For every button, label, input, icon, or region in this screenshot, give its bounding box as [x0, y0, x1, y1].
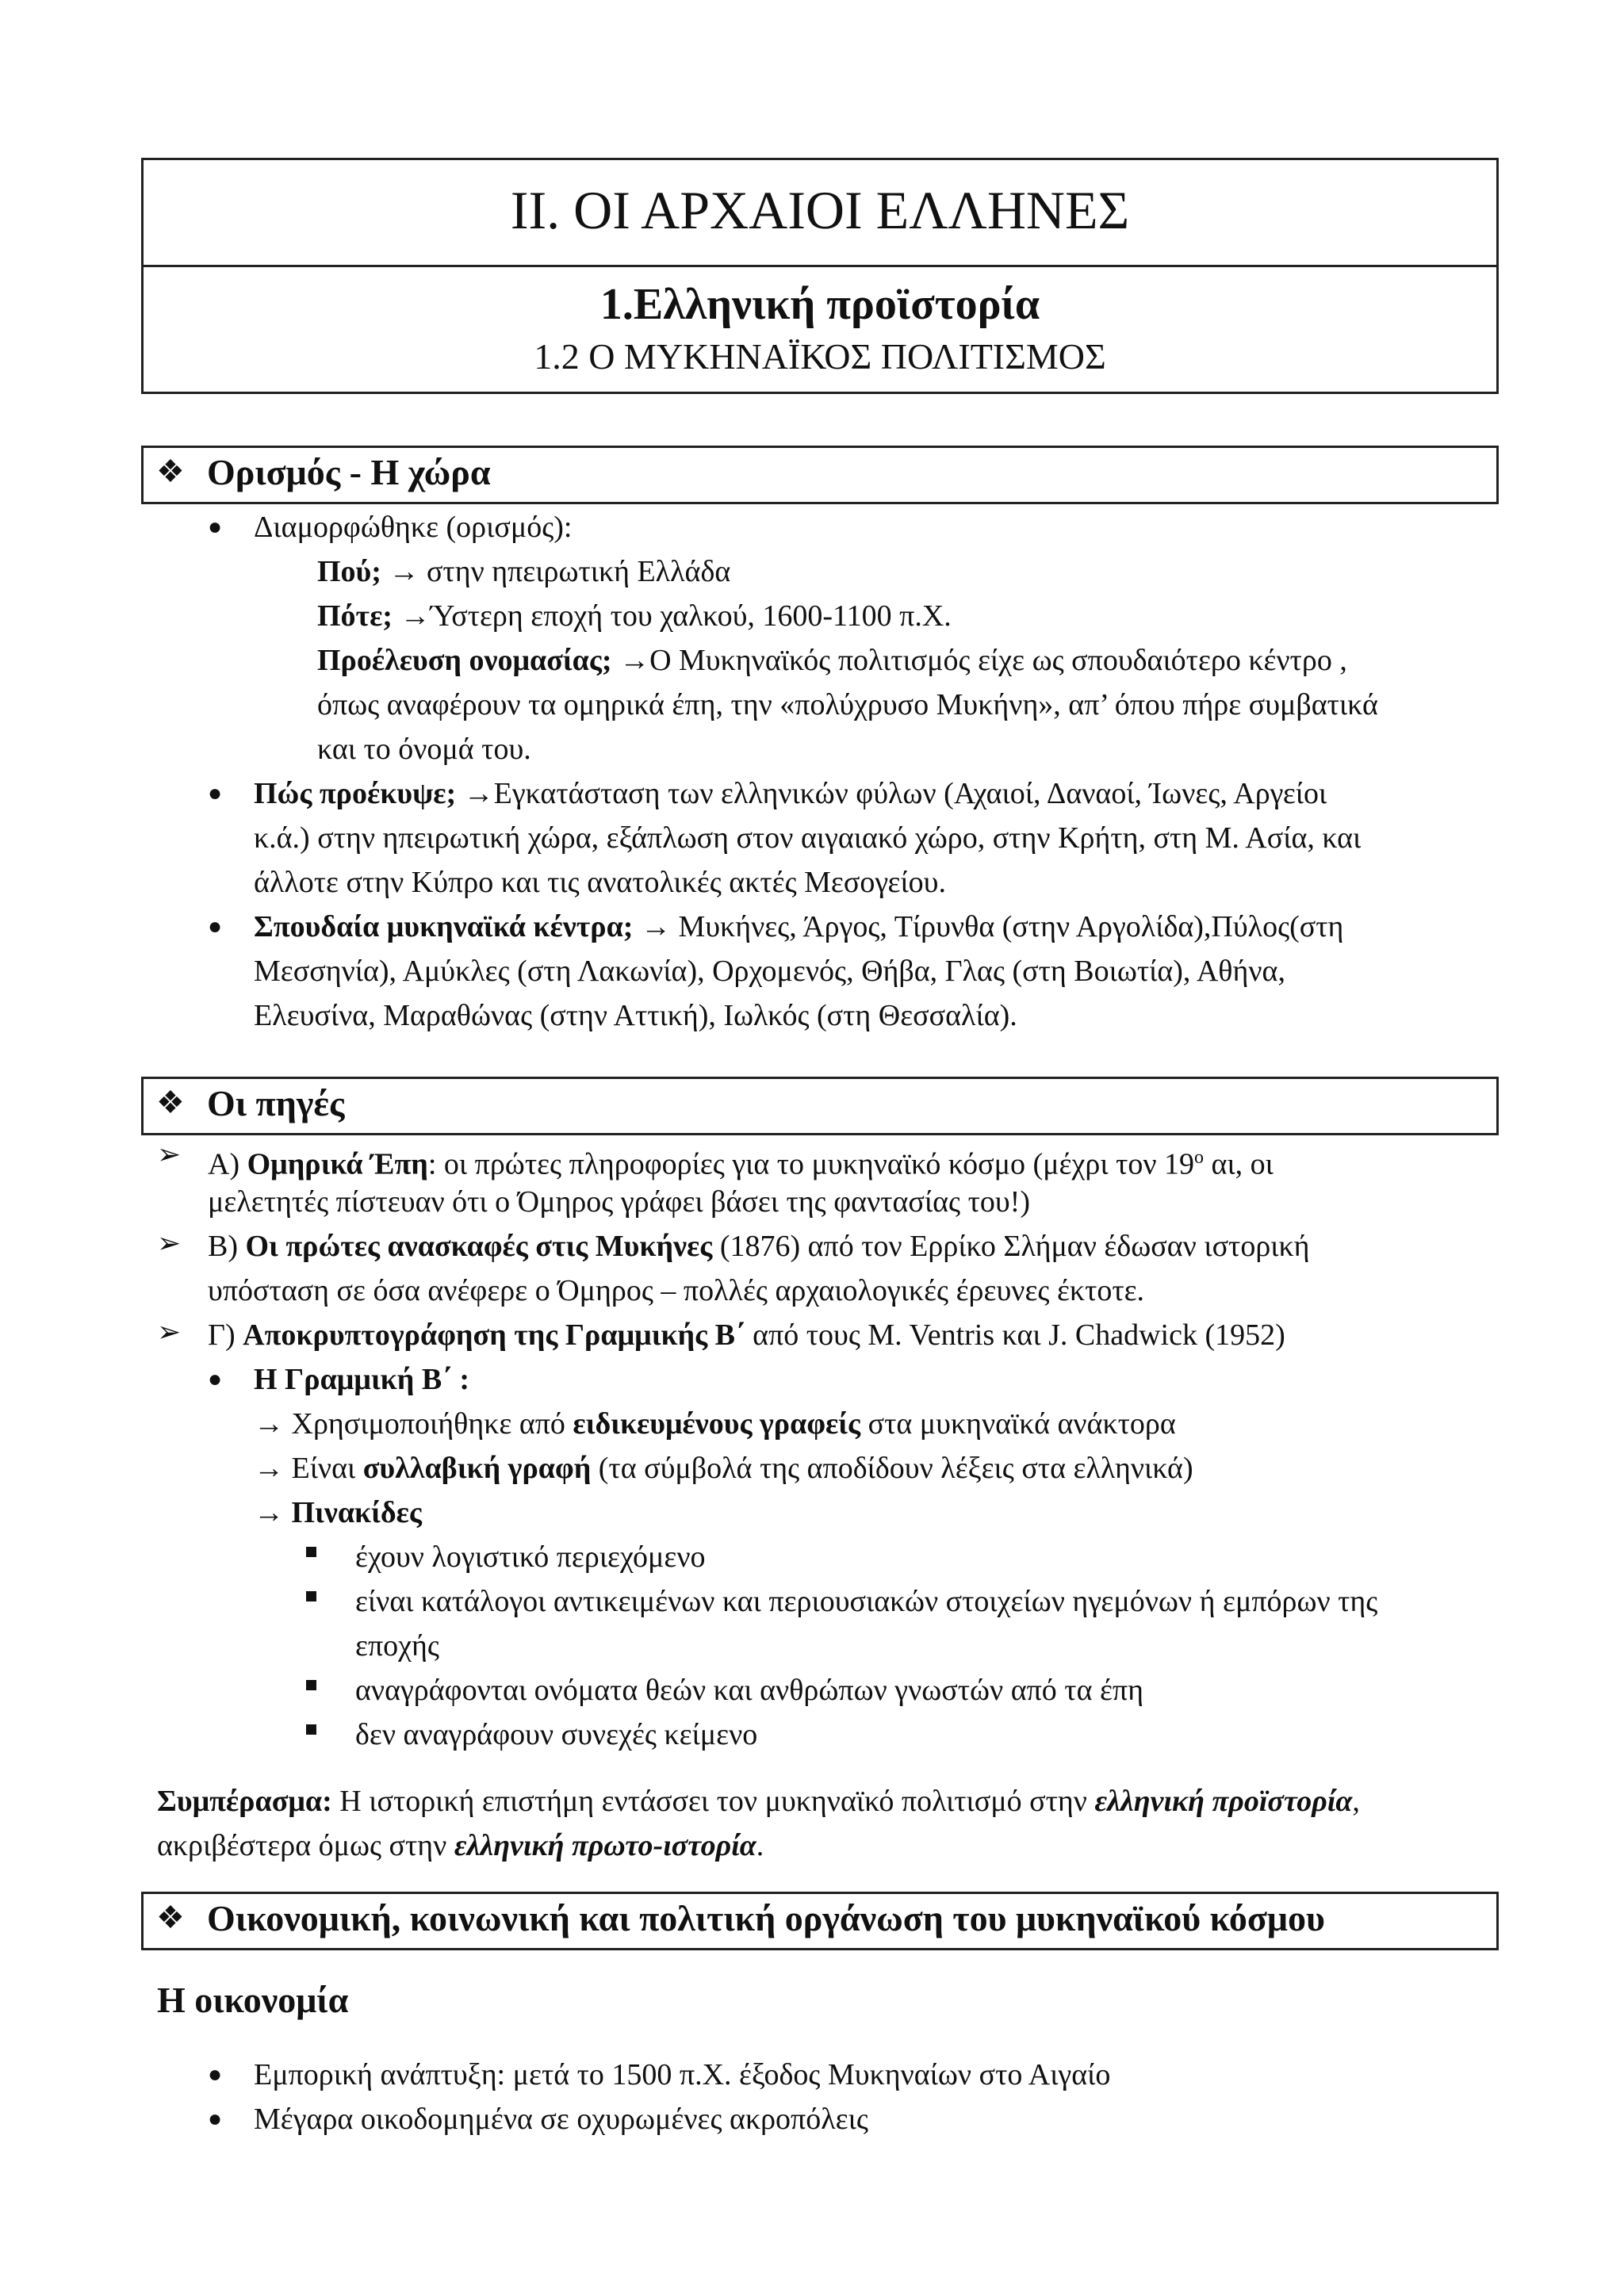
where-text: στην ηπειρωτική Ελλάδα — [426, 555, 731, 588]
source-c-text: από τους M. Ventris και J. Chadwick (1952) — [745, 1318, 1285, 1352]
subchapter-title: 1.2 Ο ΜΥΚΗΝΑΪΚΟΣ ΠΟΛΙΤΙΣΜΟΣ — [534, 336, 1106, 377]
chapter-title: 1.Ελληνική προϊστορία — [599, 280, 1040, 329]
bullet-icon: ● — [208, 2106, 223, 2132]
section-header-organization — [141, 1892, 1499, 1950]
tablet-item: δεν αναγράφουν συνεχές κείμενο — [355, 1718, 758, 1751]
origin-line — [317, 638, 1347, 683]
economy-item: Εμπορική ανάπτυξη: μετά το 1500 π.Χ. έξοδος Μυκηναίων στο Αιγαίο — [254, 2058, 1111, 2091]
source-c — [208, 1313, 1285, 1357]
linear-b-label: Η Γραμμική Β΄ : — [254, 1363, 469, 1396]
formed-label: Διαμορφώθηκε (ορισμός): — [254, 511, 573, 544]
diamond-icon: ❖ — [156, 1085, 185, 1120]
chevron-icon: ➢ — [157, 1316, 182, 1348]
source-a-text-end: αι, οι — [1204, 1147, 1274, 1181]
centers-text-cont: Μεσσηνία), Αμύκλες (στη Λακωνία), Ορχομενός, Θήβα, Γλας (στη Βοιωτία), Αθήνα, — [254, 955, 1285, 988]
source-b — [208, 1224, 1310, 1269]
arrow-icon: → — [463, 777, 494, 810]
origin-label: Προέλευση ονομασίας; — [317, 644, 612, 677]
main-title: ΙΙ. ΟΙ ΑΡΧΑΙΟΙ ΕΛΛΗΝΕΣ — [510, 180, 1130, 240]
arrow-icon: → — [389, 555, 419, 588]
how-text: Εγκατάσταση των ελληνικών φύλων (Αχαιοί, Δαναοί, Ίωνες, Αργείοι — [493, 777, 1327, 810]
section-header-label: Οικονομική, κοινωνική και πολιτική οργάνωση του μυκηναϊκού κόσμου — [207, 1898, 1325, 1938]
source-b-cont: υπόσταση σε όσα ανέφερε ο Όμηρος – πολλές αρχαιολογικές έρευνες έκτοτε. — [208, 1274, 1145, 1307]
conclusion-cont: ακριβέστερα όμως στην ελληνική πρωτο-ιστορία. — [157, 1829, 764, 1862]
tablet-item-cont: εποχής — [355, 1629, 439, 1663]
economy-subheader: Η οικονομία — [157, 1980, 349, 2020]
how-line — [254, 771, 1327, 816]
source-a-cont: μελετητές πίστευαν ότι ο Όμηρος γράφει βάσει της φαντασίας του!) — [208, 1185, 1030, 1219]
origin-text: Ο Μυκηναϊκός πολιτισμός είχε ως σπουδαιότερο κέντρο , — [649, 644, 1347, 677]
tablet-item: έχουν λογιστικό περιεχόμενο — [355, 1540, 706, 1574]
bullet-icon: ● — [208, 780, 223, 806]
superscript: ο — [1194, 1147, 1205, 1168]
when-text: Ύστερη εποχή του χαλκού, 1600-1100 π.Χ. — [430, 599, 952, 633]
linear-b-arrow-2: → Είναι συλλαβική γραφή (τα σύμβολά της αποδίδουν λέξεις στα ελληνικά) — [254, 1452, 1193, 1485]
section-header-label: Οι πηγές — [207, 1083, 345, 1123]
bullet-icon: ● — [208, 1366, 223, 1392]
arrow-icon: → — [254, 1407, 284, 1441]
where-line — [317, 549, 730, 594]
square-bullet-icon — [306, 1680, 316, 1690]
origin-text-cont: όπως αναφέρουν τα ομηρικά έπη, την «πολύχρυσο Μυκήνη», απ’ όπου πήρε συμβατικά — [317, 688, 1378, 721]
source-a — [208, 1135, 1274, 1187]
conclusion-label: Συμπέρασμα: — [157, 1785, 332, 1818]
source-c-prefix: Γ) — [208, 1318, 236, 1352]
diamond-icon: ❖ — [156, 1900, 185, 1935]
how-text-cont: άλλοτε στην Κύπρο και τις ανατολικές ακτές Μεσογείου. — [254, 866, 946, 899]
square-bullet-icon — [306, 1724, 316, 1735]
title-divider — [144, 265, 1496, 267]
tablet-item: είναι κατάλογοι αντικειμένων και περιουσιακών στοιχείων ηγεμόνων ή εμπόρων της — [355, 1585, 1378, 1618]
arrow-icon: → — [640, 910, 671, 943]
arrow-icon: → — [619, 644, 650, 677]
source-a-text: : οι πρώτες πληροφορίες για το μυκηναϊκό κόσμο (μέχρι τον 19 — [427, 1147, 1195, 1181]
conclusion: Συμπέρασμα: Η ιστορική επιστήμη εντάσσει τον μυκηναϊκό πολιτισμό στην ελληνική προϊστορία, — [157, 1785, 1360, 1818]
linear-b-arrow-1: → Χρησιμοποιήθηκε από ειδικευμένους γραφείς στα μυκηναϊκά ανάκτορα — [254, 1407, 1176, 1441]
source-a-bold: Ομηρικά Έπη — [247, 1147, 428, 1181]
linear-b-arrow-3: → Πινακίδες — [254, 1496, 422, 1529]
arrow-icon: → — [254, 1496, 284, 1529]
square-bullet-icon — [306, 1547, 316, 1557]
source-b-prefix: Β) — [208, 1230, 238, 1263]
title-box — [141, 158, 1499, 394]
centers-text-cont: Ελευσίνα, Μαραθώνας (στην Αττική), Ιωλκός (στη Θεσσαλία). — [254, 999, 1017, 1032]
where-label: Πού; — [317, 555, 381, 588]
bullet-icon: ● — [208, 514, 223, 540]
source-a-prefix: Α) — [208, 1147, 240, 1181]
square-bullet-icon — [306, 1591, 316, 1601]
arrow-icon: → — [254, 1452, 284, 1485]
bullet-icon: ● — [208, 2061, 223, 2087]
section-header-definition — [141, 446, 1499, 504]
when-label: Πότε; — [317, 599, 393, 633]
diamond-icon: ❖ — [156, 453, 185, 489]
centers-line — [254, 905, 1343, 949]
source-b-text: (1876) από τον Ερρίκο Σλήμαν έδωσαν ιστορική — [712, 1230, 1310, 1263]
bullet-icon: ● — [208, 913, 223, 939]
origin-text-cont: και το όνομά του. — [317, 733, 531, 766]
centers-label: Σπουδαία μυκηναϊκά κέντρα; — [254, 910, 634, 943]
how-label: Πώς προέκυψε; — [254, 777, 457, 810]
section-header-label: Ορισμός - Η χώρα — [207, 452, 491, 492]
arrow-icon: → — [400, 599, 431, 633]
source-c-bold: Αποκρυπτογράφηση της Γραμμικής Β΄ — [243, 1318, 745, 1352]
when-line — [317, 594, 952, 638]
centers-text: Μυκήνες, Άργος, Τίρυνθα (στην Αργολίδα),Πύλος(στη — [678, 910, 1344, 943]
chevron-icon: ➢ — [157, 1227, 182, 1259]
how-text-cont: κ.ά.) στην ηπειρωτική χώρα, εξάπλωση στον αιγαιακό χώρο, στην Κρήτη, στη Μ. Ασία, και — [254, 821, 1362, 855]
tablet-item: αναγράφονται ονόματα θεών και ανθρώπων γνωστών από τα έπη — [355, 1674, 1143, 1707]
chevron-icon: ➢ — [157, 1138, 182, 1170]
economy-item: Μέγαρα οικοδομημένα σε οχυρωμένες ακροπόλεις — [254, 2103, 868, 2136]
source-b-bold: Οι πρώτες ανασκαφές στις Μυκήνες — [245, 1230, 713, 1263]
section-header-sources — [141, 1077, 1499, 1135]
